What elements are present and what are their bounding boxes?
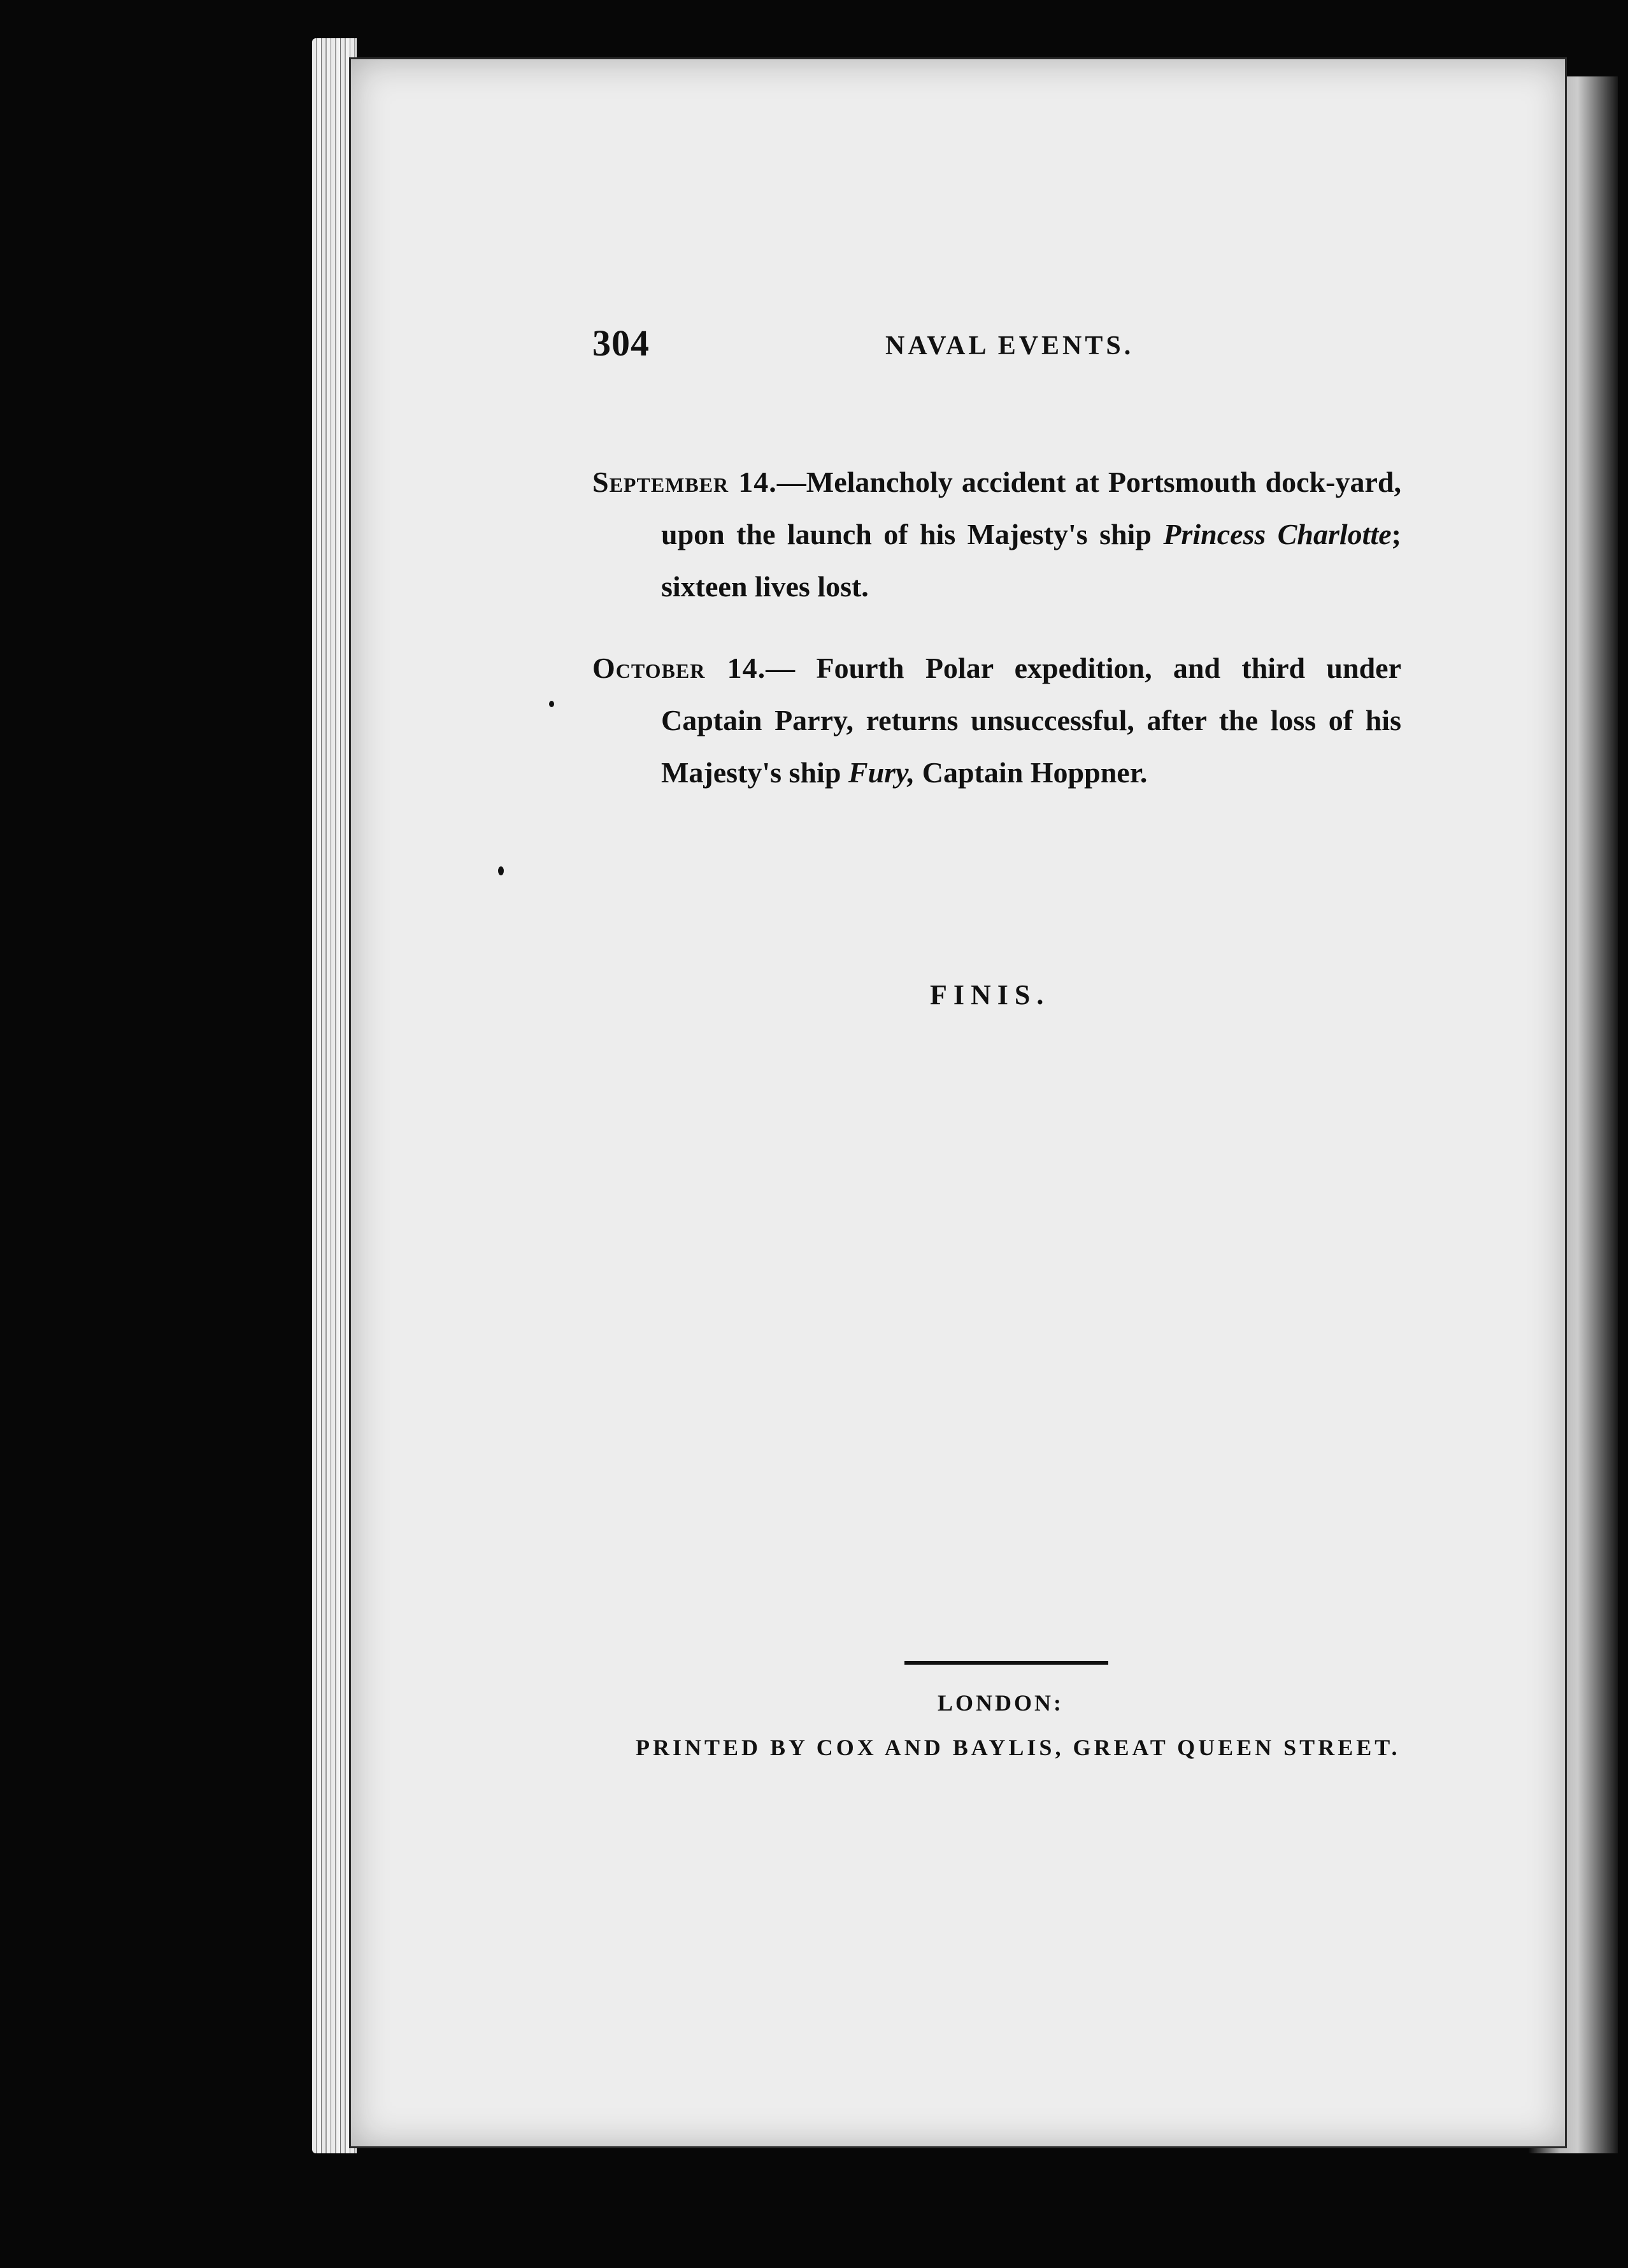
ink-speck — [498, 866, 504, 875]
page-header — [592, 322, 1401, 373]
imprint-rule — [904, 1661, 1108, 1665]
entry-text-end: ; sixteen lives lost. — [661, 518, 1401, 603]
entry-text-end: Captain Hoppner. — [915, 756, 1148, 789]
ink-speck — [549, 701, 554, 707]
entry-text: — Fourth Polar expedition, and third under Captain Parry, returns unsuccessful, after the loss of his Majesty's ship — [661, 652, 1401, 789]
imprint-city: LONDON: — [938, 1690, 1064, 1716]
ship-name: Fury, — [848, 756, 915, 789]
imprint-printer: PRINTED BY COX AND BAYLIS, GREAT QUEEN STREET. — [636, 1735, 1401, 1760]
ship-name: Princess Charlotte — [1163, 518, 1392, 550]
entry-date: October 14. — [592, 652, 766, 684]
page-number: 304 — [592, 322, 650, 364]
event-entry — [592, 456, 1401, 613]
running-head: NAVAL EVENTS. — [885, 331, 1134, 361]
event-entries — [592, 427, 1401, 799]
event-entry — [592, 642, 1401, 799]
finis-heading: FINIS. — [930, 979, 1050, 1010]
entry-text: —Melancholy accident at Portsmouth dock-yard, upon the launch of his Majesty's ship — [661, 466, 1401, 550]
entry-date: September 14. — [592, 466, 777, 498]
